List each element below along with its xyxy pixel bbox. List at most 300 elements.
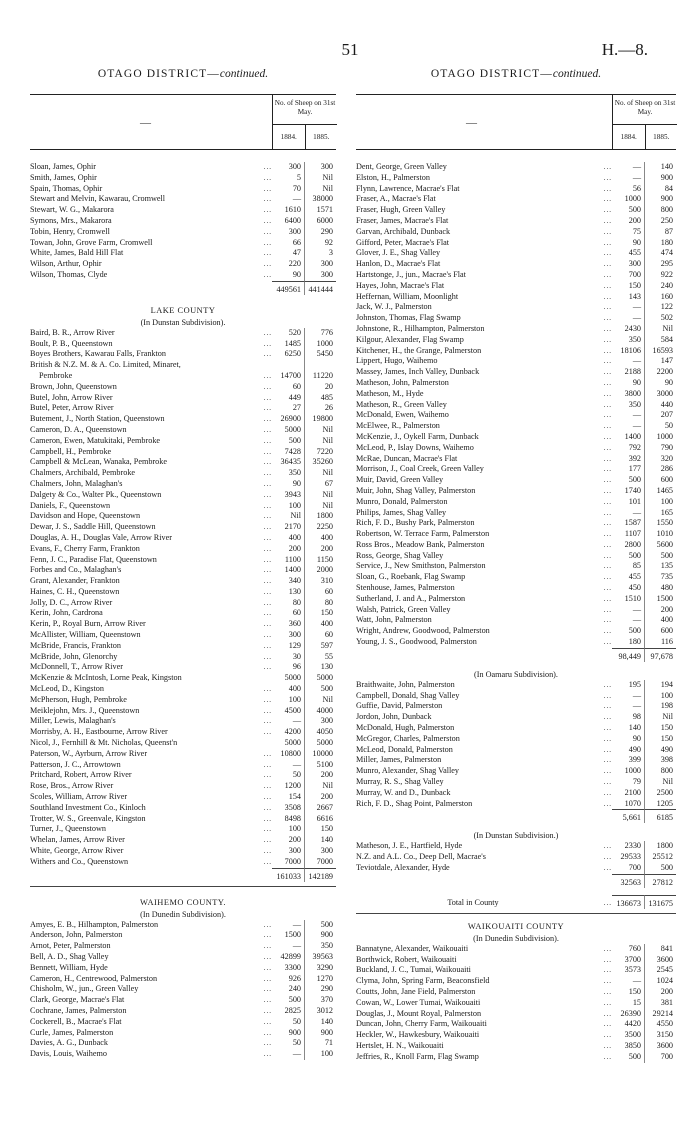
sheep-1885: 80 (304, 598, 336, 609)
leader-dots: ... (603, 216, 612, 225)
owner-name: Duncan, John, Cherry Farm, Waikouaiti (356, 1019, 487, 1029)
header-dash: — (140, 117, 151, 129)
leader-dots: ... (263, 836, 272, 845)
leader-dots: ... (603, 519, 612, 528)
table-row (356, 701, 676, 712)
leader-dots: ... (263, 663, 272, 672)
sheep-1885: 1800 (304, 511, 336, 522)
owner-name: Boyes Brothers, Kawarau Falls, Frankton (30, 349, 166, 359)
sheep-1885: 1024 (644, 976, 676, 987)
sheep-1884: 177 (628, 464, 641, 474)
leader-dots: ... (603, 767, 612, 776)
leader-dots: ... (263, 260, 272, 269)
leader-dots: ... (263, 184, 272, 193)
sheep-1884: 96 (292, 662, 301, 672)
sheep-1884: 520 (288, 327, 301, 337)
sheep-1885: 310 (304, 576, 336, 587)
owner-name: Anderson, John, Palmerston (30, 930, 123, 940)
subtotal-row (30, 868, 336, 884)
owner-name: Robertson, W. Terrace Farm, Palmerston (356, 529, 490, 539)
table-row (356, 561, 676, 572)
sheep-1885: 597 (304, 641, 336, 652)
sheep-1884: 500 (628, 205, 641, 215)
owner-name: Ross, George, Shag Valley (356, 550, 444, 560)
table-row (30, 349, 336, 360)
leader-dots: ... (603, 1020, 612, 1029)
owner-name: White, James, Bald Hill Flat (30, 248, 124, 258)
table-row (30, 248, 336, 259)
sheep-1885: 35260 (304, 457, 336, 468)
owner-name: Sloan, James, Ophir (30, 162, 96, 171)
sheep-1884: 98 (632, 712, 641, 722)
sheep-1885: 700 (644, 1052, 676, 1063)
owner-name: Grant, Alexander, Frankton (30, 576, 120, 586)
owner-name: Young, J. S., Goodwood, Palmerston (356, 637, 477, 647)
table-row (356, 680, 676, 691)
sheep-1884: 75 (632, 226, 641, 236)
sheep-1884: 2330 (624, 841, 641, 851)
sheep-1885: 160 (644, 292, 676, 303)
leader-dots: ... (263, 216, 272, 225)
sheep-1884: 5000 (284, 738, 301, 748)
sheep-1885: 776 (304, 328, 336, 339)
table-row (356, 944, 676, 955)
sheep-1885: 165 (644, 508, 676, 519)
table-row (356, 691, 676, 702)
sheep-1885: 290 (304, 227, 336, 238)
owner-name: Fraser, A., Macrae's Flat (356, 194, 436, 204)
leader-dots: ... (263, 328, 272, 337)
sheep-1884: 900 (288, 1027, 301, 1037)
sheep-count-header (612, 95, 677, 149)
table-row (356, 367, 676, 378)
leader-dots: ... (603, 756, 612, 765)
owner-name: Jack, W. J., Palmerston (356, 302, 432, 312)
leader-dots: ... (263, 415, 272, 424)
leader-dots: ... (263, 501, 272, 510)
sheep-1885: 841 (644, 944, 676, 955)
sheep-1885: 2667 (304, 803, 336, 814)
owner-name: Hartstonge, J., jun., Macrae's Flat (356, 269, 466, 279)
leader-dots: ... (603, 486, 612, 495)
sheep-1884: 1400 (624, 431, 641, 441)
sheep-1885: 87 (644, 227, 676, 238)
sheep-1884: 2188 (624, 367, 641, 377)
sheep-1884: 1400 (284, 565, 301, 575)
sheep-1885: 10000 (304, 749, 336, 760)
table-row (356, 1041, 676, 1052)
sheep-1885: Nil (304, 425, 336, 436)
sheep-1885: 381 (644, 998, 676, 1009)
owner-name: Matheson, M., Hyde (356, 388, 424, 398)
leader-dots: ... (263, 963, 272, 972)
sheep-1885: 1550 (644, 518, 676, 529)
sheep-1884: 2800 (624, 539, 641, 549)
leader-dots: ... (263, 371, 272, 380)
sheep-1885: 300 (304, 162, 336, 173)
owner-name: Massey, James, Inch Valley, Dunback (356, 367, 480, 377)
district-title (30, 68, 336, 82)
owner-name: Borthwick, Robert, Waikouaiti (356, 954, 457, 964)
table-row (30, 544, 336, 555)
sheep-1885: 140 (644, 162, 676, 173)
table-row (30, 770, 336, 781)
sheep-1884: — (632, 162, 641, 171)
leader-dots: ... (263, 1050, 272, 1059)
leader-dots: ... (263, 631, 272, 640)
sheep-1885: 150 (644, 723, 676, 734)
sheep-1885: 71 (304, 1038, 336, 1049)
sheep-1884: 1107 (624, 529, 641, 539)
leader-dots: ... (263, 996, 272, 1005)
leader-dots: ... (263, 706, 272, 715)
sheep-1885: 500 (644, 551, 676, 562)
table-row (356, 745, 676, 756)
table-row (30, 963, 336, 974)
table-row (30, 403, 336, 414)
leader-dots: ... (263, 771, 272, 780)
leader-dots: ... (603, 680, 612, 689)
subtotal-1885: 27812 (644, 874, 676, 888)
year-1884-header: 1884. (280, 133, 297, 141)
table-row (356, 324, 676, 335)
sheep-1885: 485 (304, 393, 336, 404)
table-row (356, 572, 676, 583)
sheep-1885: 400 (644, 615, 676, 626)
leader-dots: ... (263, 1028, 272, 1037)
owner-name: British & N.Z. M. & A. Co. Limited, Minaret, (30, 360, 181, 370)
table-row (30, 479, 336, 490)
sheep-1884: — (632, 701, 641, 711)
sheep-1885: 19800 (304, 414, 336, 425)
owner-name: Stewart and Melvin, Kawarau, Cromwell (30, 194, 166, 204)
sheep-1885: 25512 (644, 852, 676, 863)
sheep-1884: — (632, 604, 641, 614)
owner-name: Cockerell, B., Macrae's Flat (30, 1016, 122, 1026)
leader-dots: ... (263, 598, 272, 607)
leader-dots: ... (603, 799, 612, 808)
table-row (30, 447, 336, 458)
sheep-1885: 502 (644, 313, 676, 324)
sheep-1884: 60 (292, 381, 301, 391)
leader-dots: ... (603, 400, 612, 409)
owner-name: McLeod, P., Islay Downs, Waihemo (356, 442, 474, 452)
sheep-1885: 5000 (304, 673, 336, 684)
leader-dots: ... (263, 469, 272, 478)
sheep-1885: 286 (644, 464, 676, 475)
owner-name: N.Z. and A.L. Co., Deep Dell, Macrae's (356, 852, 486, 862)
table-row (356, 788, 676, 799)
leader-dots: ... (263, 803, 272, 812)
table-row (30, 695, 336, 706)
owner-name: Glover, J. E., Shag Valley (356, 248, 441, 258)
owner-name: Nicol, J., Fernhill & Mt. Nicholas, Queenst'n (30, 738, 178, 748)
leader-dots: ... (263, 339, 272, 348)
sheep-1884: 300 (288, 162, 301, 171)
sheep-1884: 30 (292, 651, 301, 661)
table-row (356, 518, 676, 529)
sheep-1885: 4050 (304, 727, 336, 738)
table-row (30, 371, 336, 382)
leader-dots: ... (263, 587, 272, 596)
leader-dots: ... (263, 749, 272, 758)
county-total-1884: 136673 (612, 895, 644, 909)
subdivision-heading: (In Oamaru Subdivision). (474, 669, 558, 679)
leader-dots: ... (263, 695, 272, 704)
sheep-1884: 350 (288, 468, 301, 478)
owner-name: Matheson, R., Green Valley (356, 399, 447, 409)
owner-name: McAllister, William, Queenstown (30, 630, 141, 640)
section-heading: WAIKOUAITI COUNTY (467, 921, 565, 931)
sheep-1884: 140 (628, 723, 641, 733)
district-title-text: OTAGO DISTRICT— (430, 68, 553, 80)
sheep-1885: 180 (644, 238, 676, 249)
sheep-1885: 400 (304, 619, 336, 630)
leader-dots: ... (263, 931, 272, 940)
owner-name: Hertslet, H. N., Waikouaiti (356, 1040, 444, 1050)
sheep-1884: 150 (628, 987, 641, 996)
sheep-1885: 90 (644, 378, 676, 389)
table-row (356, 799, 676, 810)
table-row (30, 930, 336, 941)
table-row (30, 641, 336, 652)
sheep-1884: 200 (628, 215, 641, 225)
sheep-1885: 5100 (304, 760, 336, 771)
table-row (356, 987, 676, 998)
leader-dots: ... (603, 745, 612, 754)
leader-dots: ... (263, 249, 272, 258)
owner-name: Turner, J., Queenstown (30, 824, 107, 834)
sheep-1884: 3500 (624, 1030, 641, 1040)
owner-name: McKenzie & McIntosh, Lorne Peak, Kingston (30, 673, 182, 683)
leader-dots: ... (603, 227, 612, 236)
owner-name: Whelan, James, Arrow River (30, 835, 125, 845)
owner-name: Curle, James, Palmerston (30, 1027, 114, 1037)
owner-name: Boult, P. B., Queenstown (30, 338, 113, 348)
table-row (356, 346, 676, 357)
right-column (356, 68, 676, 1063)
table-row (356, 464, 676, 475)
sheep-1884: 1740 (624, 485, 641, 495)
owner-name: Wilson, Thomas, Clyde (30, 269, 108, 279)
sheep-1885: Nil (304, 468, 336, 479)
sheep-1884: — (292, 919, 301, 929)
sheep-1885: 1465 (644, 486, 676, 497)
leader-dots: ... (263, 512, 272, 521)
table-row (356, 955, 676, 966)
leader-dots: ... (603, 184, 612, 193)
sheep-1884: 150 (628, 280, 641, 290)
sheep-1884: — (632, 172, 641, 182)
table-row (30, 360, 336, 371)
owner-name: Arnot, Peter, Palmerston (30, 941, 111, 951)
owner-name: Pritchard, Robert, Arrow River (30, 770, 132, 780)
table-row (30, 803, 336, 814)
leader-dots: ... (263, 685, 272, 694)
owner-name: Cowan, W., Lower Tumai, Waikouaiti (356, 997, 481, 1007)
owner-name: Matheson, J. E., Hartfield, Hyde (356, 841, 463, 851)
sheep-1885: 900 (304, 930, 336, 941)
sheep-1884: 200 (288, 835, 301, 845)
sheep-1884: 3800 (624, 388, 641, 398)
leader-dots: ... (603, 173, 612, 182)
table-row (30, 716, 336, 727)
sheep-1884: 449 (288, 392, 301, 402)
leader-dots: ... (263, 1017, 272, 1026)
table-row (356, 734, 676, 745)
sheep-1884: 90 (632, 733, 641, 743)
sheep-1884: 4500 (284, 705, 301, 715)
sheep-1884: — (632, 690, 641, 700)
sheep-1884: 400 (288, 532, 301, 542)
table-row (356, 583, 676, 594)
sheep-1885: 300 (304, 259, 336, 270)
leader-dots: ... (603, 713, 612, 722)
table-row (356, 777, 676, 788)
owner-name: Rose, Bros., Arrow River (30, 781, 114, 791)
owner-name: Dalgety & Co., Walter Pk., Queenstown (30, 489, 162, 499)
owner-name: Philips, James, Shag Valley (356, 507, 447, 517)
sheep-1885: 3 (304, 248, 336, 259)
table-row (356, 766, 676, 777)
sheep-header-label: No. of Sheep on 31st May. (613, 95, 677, 125)
subtotal-row (356, 648, 676, 664)
sheep-1885: Nil (644, 777, 676, 788)
sheep-1885: 480 (644, 583, 676, 594)
owner-name: McDonald, Hugh, Palmerston (356, 723, 455, 733)
owner-name: McDonnell, T., Arrow River (30, 662, 123, 672)
sheep-1885: 122 (644, 302, 676, 313)
subtotal-1885: 97,678 (644, 648, 676, 662)
table-row (30, 490, 336, 501)
sheep-1884: 700 (628, 863, 641, 873)
sheep-1884: 340 (288, 576, 301, 586)
sheep-1884: 80 (292, 597, 301, 607)
owner-name: Chalmers, John, Malaghan's (30, 478, 123, 488)
sheep-1884: 1000 (624, 766, 641, 776)
leader-dots: ... (603, 616, 612, 625)
sheep-1884: 50 (292, 1038, 301, 1048)
sheep-1885: 5000 (304, 738, 336, 749)
subtotal-row (30, 281, 336, 297)
sheep-1885: 194 (644, 680, 676, 691)
owner-name: Douglas, J., Mount Royal, Palmerston (356, 1008, 482, 1018)
leader-dots: ... (603, 540, 612, 549)
leader-dots: ... (603, 454, 612, 463)
sheep-1884: 143 (628, 291, 641, 301)
sheep-1884: 66 (292, 237, 301, 247)
owner-name: Butel, Peter, Arrow River (30, 403, 114, 413)
sheep-1885: Nil (304, 184, 336, 195)
sheep-1885: 1150 (304, 555, 336, 566)
subtotal-row (356, 874, 676, 890)
table-row (30, 652, 336, 663)
sheep-1885: 1000 (304, 339, 336, 350)
table-row (30, 846, 336, 857)
owner-name: Wilson, Arthur, Ophir (30, 259, 102, 269)
table-row (30, 576, 336, 587)
sheep-1884: 500 (628, 550, 641, 560)
leader-dots: ... (603, 788, 612, 797)
owner-name: McPherson, Hugh, Pembroke (30, 694, 127, 704)
sheep-1885: 290 (304, 984, 336, 995)
table-row (356, 356, 676, 367)
owner-name: Sloan, G., Roebank, Flag Swamp (356, 572, 466, 582)
sheep-1884 (272, 360, 304, 371)
sheep-1885: 140 (304, 835, 336, 846)
sheep-1885: 300 (304, 846, 336, 857)
sheep-1885: 100 (644, 691, 676, 702)
table-row (356, 432, 676, 443)
owner-name: Muir, John, Shag Valley, Palmerston (356, 485, 476, 495)
sheep-1885: 350 (304, 941, 336, 952)
table-row (356, 1009, 676, 1020)
sheep-1885: 922 (644, 270, 676, 281)
owner-name: Fraser, James, Macrae's Flat (356, 215, 449, 225)
sheep-1885: 1571 (304, 205, 336, 216)
sheep-1885: Nil (304, 436, 336, 447)
sheep-1884: 455 (628, 572, 641, 582)
sheep-1884: 50 (292, 1016, 301, 1026)
sheep-1885: 900 (644, 173, 676, 184)
sheep-1884: 5000 (284, 424, 301, 434)
sheep-1884: 400 (288, 684, 301, 694)
sheep-1885: 67 (304, 479, 336, 490)
sheep-1885: 295 (644, 259, 676, 270)
sheep-1885: 135 (644, 561, 676, 572)
leader-dots: ... (603, 324, 612, 333)
leader-dots: ... (603, 584, 612, 593)
subdivision-heading: (In Dunedin Subdivision). (473, 933, 559, 943)
sheep-1885: 20 (304, 382, 336, 393)
sheep-1884: 240 (288, 984, 301, 994)
sheep-1884: 101 (628, 496, 641, 506)
sheep-1884: 195 (628, 679, 641, 689)
owner-name: Hanlon, D., Macrae's Flat (356, 259, 441, 269)
owner-name: Garvan, Archibald, Dunback (356, 226, 451, 236)
sheep-1884: 500 (288, 435, 301, 445)
owner-name: McElwee, R., Palmerston (356, 421, 440, 431)
table-row (30, 587, 336, 598)
table-row (356, 998, 676, 1009)
sheep-1884: 180 (628, 637, 641, 647)
sheep-1885: 92 (304, 238, 336, 249)
leader-dots: ... (603, 281, 612, 290)
table-row (30, 533, 336, 544)
table-row (30, 619, 336, 630)
section-heading: WAIHEMO COUNTY. (140, 897, 226, 907)
owner-name: Kitchener, H., the Grange, Palmerston (356, 345, 482, 355)
owner-name: Guffie, David, Palmerston (356, 701, 443, 711)
sheep-1884: — (292, 759, 301, 769)
leader-dots: ... (603, 238, 612, 247)
sheep-1884: 29533 (620, 852, 641, 862)
sheep-1885: 1800 (644, 841, 676, 852)
sheep-1885: 1500 (644, 594, 676, 605)
sheep-1884: 6400 (284, 215, 301, 225)
sheep-1884: 90 (632, 237, 641, 247)
table-row (356, 529, 676, 540)
table-row (356, 335, 676, 346)
subdivision-heading: (In Dunedin Subdivision). (140, 909, 226, 919)
owner-name: Amyes, E. B., Hilhampton, Palmerston (30, 919, 159, 929)
sheep-1884: — (632, 507, 641, 517)
sheep-1885: 55 (304, 652, 336, 663)
sheep-1884: 100 (288, 500, 301, 510)
owner-name: Dent, George, Green Valley (356, 162, 447, 171)
sheep-1885: 11220 (304, 371, 336, 382)
sheep-1884: 490 (628, 744, 641, 754)
